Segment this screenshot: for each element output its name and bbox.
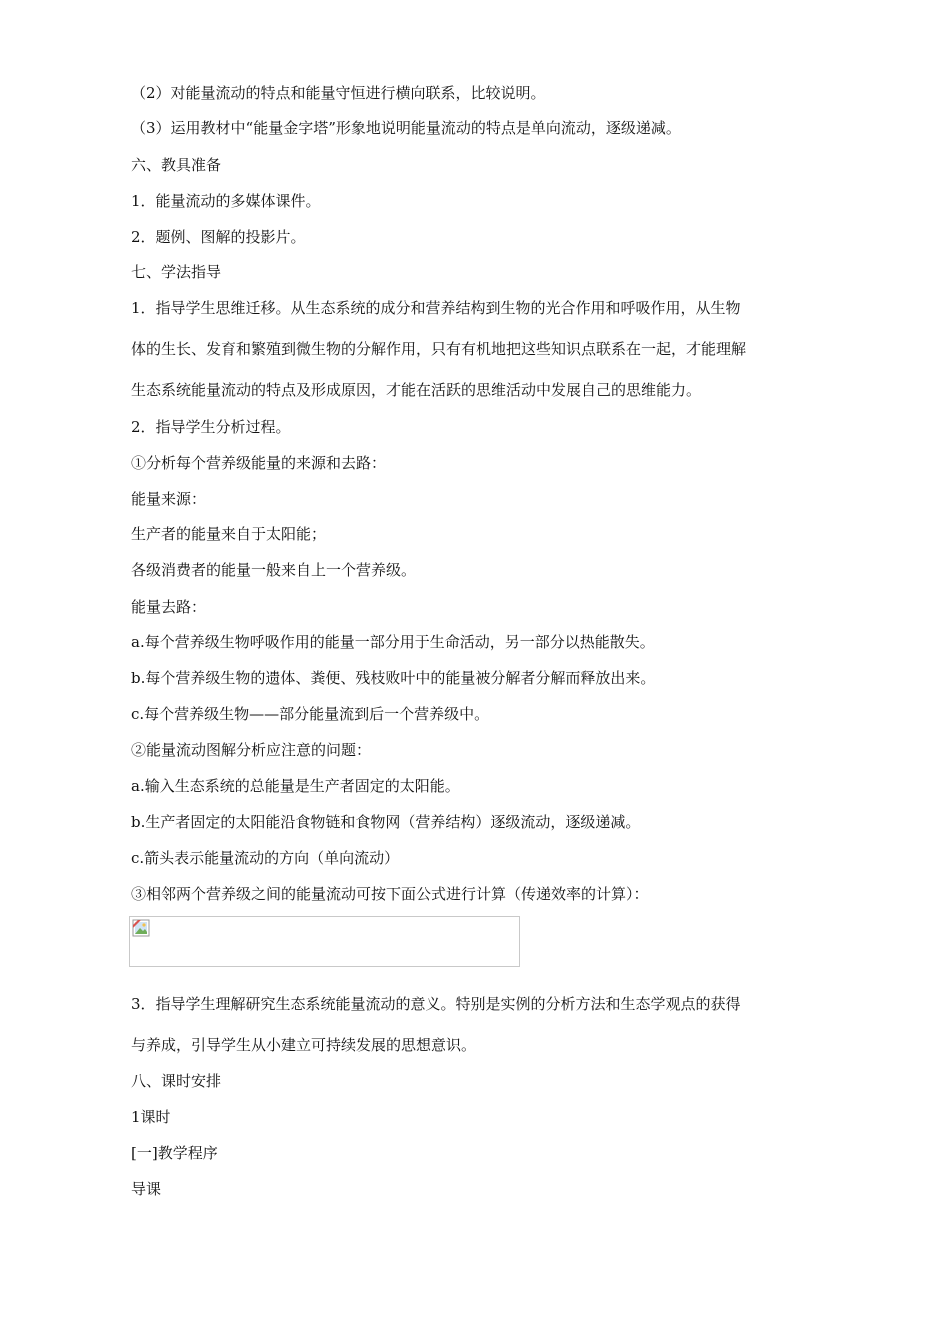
section-heading-teaching-aids: 六、教具准备 <box>131 156 222 174</box>
section-heading-study-guidance: 七、学法指导 <box>131 263 222 281</box>
analysis-item-1: ①分析每个营养级能量的来源和去路： <box>131 454 387 472</box>
energy-fate-heading: 能量去路： <box>131 598 207 616</box>
schedule-value: 1课时 <box>131 1108 171 1126</box>
guidance-1-line-1: 1．指导学生思维迁移。从生态系统的成分和营养结构到生物的光合作用和呼吸作用，从生物 <box>131 299 741 317</box>
energy-source-producer: 生产者的能量来自于太阳能； <box>131 525 327 543</box>
diagram-note-b: b.生产者固定的太阳能沿食物链和食物网（营养结构）逐级流动，逐级递减。 <box>131 813 641 831</box>
formula-image-placeholder <box>129 916 520 967</box>
guidance-1-line-3: 生态系统能量流动的特点及形成原因，才能在活跃的思维活动中发展自己的思维能力。 <box>131 381 702 399</box>
teaching-aid-1: 1．能量流动的多媒体课件。 <box>131 192 321 210</box>
energy-source-heading: 能量来源： <box>131 490 207 508</box>
objective-3: （3）运用教材中“能量金字塔”形象地说明能量流动的特点是单向流动，逐级递减。 <box>131 119 681 137</box>
teaching-aid-2: 2．题例、图解的投影片。 <box>131 228 306 246</box>
energy-fate-c: c.每个营养级生物——部分能量流到后一个营养级中。 <box>131 705 490 723</box>
broken-image-icon <box>132 919 150 937</box>
energy-fate-b: b.每个营养级生物的遗体、粪便、残枝败叶中的能量被分解者分解而释放出来。 <box>131 669 656 687</box>
analysis-item-3: ③相邻两个营养级之间的能量流动可按下面公式进行计算（传递效率的计算）： <box>131 885 649 903</box>
section-heading-schedule: 八、课时安排 <box>131 1072 222 1090</box>
guidance-1-line-2: 体的生长、发育和繁殖到微生物的分解作用，只有有机地把这些知识点联系在一起，才能理解 <box>131 340 747 358</box>
energy-source-consumer: 各级消费者的能量一般来自上一个营养级。 <box>131 561 417 579</box>
diagram-note-c: c.箭头表示能量流动的方向（单向流动） <box>131 849 400 867</box>
objective-2: （2）对能量流动的特点和能量守恒进行横向联系，比较说明。 <box>131 84 546 102</box>
guidance-2: 2．指导学生分析过程。 <box>131 418 291 436</box>
energy-fate-a: a.每个营养级生物呼吸作用的能量一部分用于生命活动，另一部分以热能散失。 <box>131 633 655 651</box>
teaching-procedure-heading: [一]教学程序 <box>131 1144 218 1162</box>
guidance-3-line-2: 与养成，引导学生从小建立可持续发展的思想意识。 <box>131 1036 477 1054</box>
guidance-3-line-1: 3．指导学生理解研究生态系统能量流动的意义。特别是实例的分析方法和生态学观点的获得 <box>131 995 741 1013</box>
diagram-note-a: a.输入生态系统的总能量是生产者固定的太阳能。 <box>131 777 460 795</box>
lesson-intro-heading: 导课 <box>131 1180 162 1198</box>
analysis-item-2: ②能量流动图解分析应注意的问题： <box>131 741 372 759</box>
